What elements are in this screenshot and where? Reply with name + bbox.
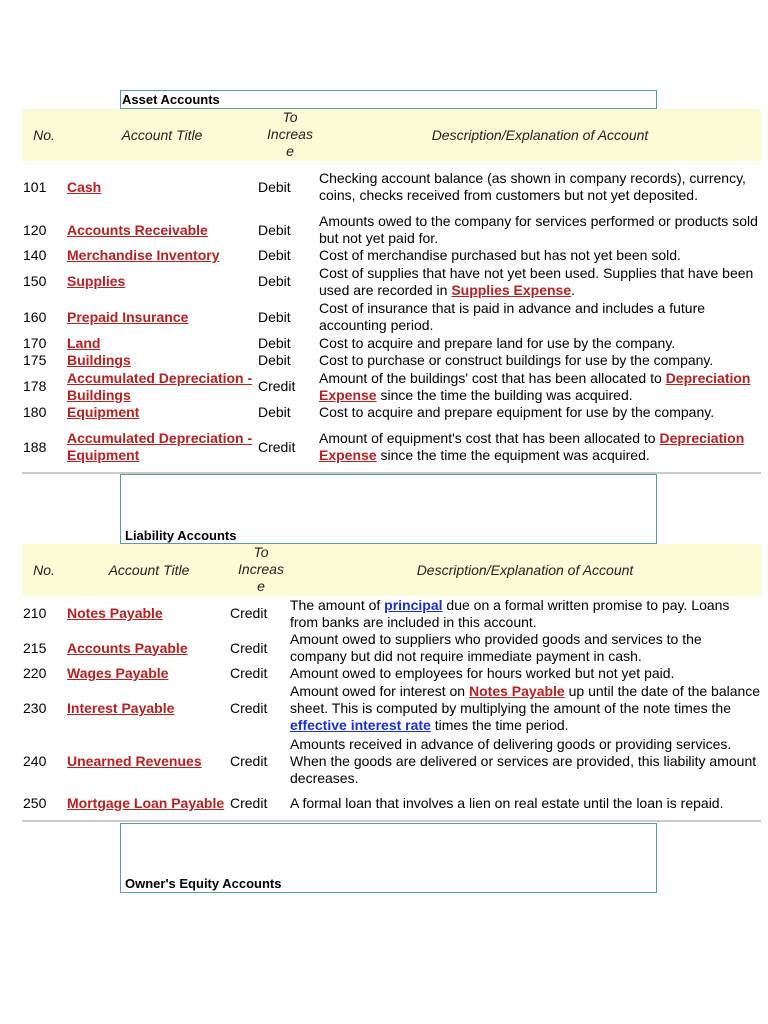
asset-account-row	[22, 247, 761, 264]
account-reference-link[interactable]: Depreciation Expense	[319, 430, 745, 463]
description-cell	[319, 264, 761, 299]
account-title-link[interactable]: Supplies	[67, 273, 126, 289]
account-title-cell	[67, 369, 257, 404]
description-cell	[319, 335, 761, 352]
account-title-cell	[67, 247, 257, 264]
description-cell	[290, 596, 761, 631]
account-title-link[interactable]: Notes Payable	[67, 605, 163, 621]
description-cell	[290, 735, 761, 787]
liability-account-row	[22, 682, 761, 735]
account-number: 170	[23, 335, 47, 351]
description-cell	[319, 421, 761, 473]
account-title-link[interactable]: Cash	[67, 178, 102, 195]
header-account-title: Account Title	[108, 562, 190, 578]
account-number: 250	[23, 795, 47, 811]
account-title-cell	[67, 264, 257, 299]
increase-side: Credit	[230, 605, 268, 621]
account-description: Amount of equipment's cost that has been allocated to Depreciation Expense since the time the equipment was acquired.	[319, 430, 745, 463]
account-title-link[interactable]: Equipment	[67, 404, 140, 420]
account-number: 150	[23, 273, 47, 289]
description-cell	[319, 247, 761, 264]
increase-side: Credit	[230, 795, 268, 811]
asset-account-row	[22, 299, 761, 335]
account-title-link[interactable]: Accumulated Depreciation - Buildings	[67, 369, 253, 403]
account-title-link[interactable]: Mortgage Loan Payable	[67, 795, 225, 811]
description-cell	[319, 213, 761, 247]
account-reference-link[interactable]: Supplies Expense	[451, 281, 572, 298]
account-number: 160	[23, 308, 47, 325]
account-title-link[interactable]: Accounts Payable	[67, 639, 188, 656]
account-description: Cost to purchase or construct buildings for use by the company.	[319, 352, 714, 368]
account-title-link[interactable]: Interest Payable	[67, 700, 175, 716]
account-title-link[interactable]: Accounts Receivable	[67, 221, 208, 238]
account-title-link[interactable]: Land	[67, 335, 101, 351]
asset-account-row	[22, 421, 761, 473]
increase-side: Debit	[258, 178, 291, 195]
description-cell	[319, 369, 761, 404]
account-description: Amounts received in advance of delivering goods or providing services. When the goods are delivered or services are provided, this liability amount decreases.	[290, 735, 757, 786]
increase-side: Credit	[230, 639, 268, 656]
account-title-cell	[67, 665, 227, 682]
asset-account-row	[22, 264, 761, 299]
account-description: Checking account balance (as shown in company records), currency, coins, checks received from customers but not yet deposited.	[319, 170, 746, 203]
account-reference-link[interactable]: Notes Payable	[469, 683, 565, 699]
asset-table-header	[22, 109, 761, 161]
glossary-term-link[interactable]: effective interest rate	[290, 717, 431, 733]
increase-side: Debit	[258, 273, 291, 289]
account-number: 230	[23, 700, 47, 716]
increase-side: Credit	[230, 665, 268, 681]
account-title-cell	[67, 335, 257, 352]
liability-account-row	[22, 787, 761, 820]
equity-section-title: Owner's Equity Accounts	[125, 876, 282, 891]
account-number: 140	[23, 247, 47, 263]
account-description: A formal loan that involves a lien on real estate until the loan is repaid.	[290, 795, 724, 811]
account-reference-link[interactable]: Depreciation Expense	[319, 369, 751, 403]
increase-side: Debit	[258, 404, 291, 420]
asset-account-row	[22, 213, 761, 247]
header-no: No.	[33, 127, 55, 143]
account-description: Amount owed to employees for hours worked but not yet paid.	[290, 665, 675, 681]
asset-account-row	[22, 369, 761, 404]
account-title-cell	[67, 213, 257, 247]
liability-table-header	[22, 544, 761, 596]
account-description: Cost to acquire and prepare land for use by the company.	[319, 335, 676, 351]
account-description: Amount owed to suppliers who provided goods and services to the company but did not require immediate payment in cash.	[290, 631, 702, 664]
liability-section-title: Liability Accounts	[125, 528, 237, 543]
account-title-cell	[67, 352, 257, 369]
account-number: 180	[23, 404, 47, 420]
account-title-link[interactable]: Unearned Revenues	[67, 752, 202, 769]
header-to-increase: To Increas e	[238, 544, 284, 594]
account-number: 120	[23, 221, 47, 238]
account-description: Amounts owed to the company for services performed or products sold but not yet paid for.	[319, 213, 758, 246]
account-description: Cost to acquire and prepare equipment for use by the company.	[319, 404, 715, 420]
liability-table-bottom-rule	[22, 820, 761, 822]
increase-side: Credit	[230, 752, 268, 769]
account-number: 220	[23, 665, 47, 681]
description-cell	[290, 631, 761, 665]
liability-account-row	[22, 596, 761, 631]
description-cell	[290, 787, 761, 820]
account-description: Cost of merchandise purchased but has not yet been sold.	[319, 247, 681, 263]
glossary-term-link[interactable]: principal	[384, 596, 443, 613]
increase-side: Debit	[258, 247, 291, 263]
account-title-cell	[67, 421, 257, 473]
account-description: Cost of supplies that have not yet been used. Supplies that have been used are recorded in Supplies Expense.	[319, 264, 754, 298]
liability-account-row	[22, 631, 761, 665]
asset-account-row	[22, 352, 761, 369]
account-title-cell	[67, 631, 227, 665]
description-cell	[319, 352, 761, 369]
increase-side: Credit	[230, 700, 268, 716]
header-account-title: Account Title	[121, 127, 203, 143]
liability-account-row	[22, 665, 761, 682]
account-number: 240	[23, 752, 47, 769]
account-number: 215	[23, 639, 47, 656]
account-number: 188	[23, 438, 47, 455]
description-cell	[319, 404, 761, 421]
liability-account-row	[22, 735, 761, 787]
account-title-cell	[67, 596, 227, 631]
account-number: 210	[23, 605, 47, 621]
description-cell	[290, 682, 761, 735]
account-description: Amount of the buildings' cost that has been allocated to Depreciation Expense since the time the building was acquired.	[319, 369, 751, 403]
header-description: Description/Explanation of Account	[416, 562, 634, 578]
account-title-link[interactable]: Merchandise Inventory	[67, 247, 220, 263]
account-description: Amount owed for interest on Notes Payable up until the date of the balance sheet. This is computed by multiplying the amount of the note times the effective interest rate times the time period.	[290, 683, 761, 733]
increase-side: Debit	[258, 308, 291, 325]
account-title-cell	[67, 161, 257, 213]
account-title-link[interactable]: Buildings	[67, 352, 131, 368]
description-cell	[290, 665, 761, 682]
account-title-cell	[67, 682, 227, 735]
increase-side: Debit	[258, 335, 291, 351]
account-number: 175	[23, 352, 47, 368]
asset-account-row	[22, 404, 761, 421]
account-title-cell	[67, 735, 227, 787]
account-description: Cost of insurance that is paid in advance and includes a future accounting period.	[319, 300, 706, 333]
account-title-link[interactable]: Accumulated Depreciation - Equipment	[67, 430, 253, 463]
account-title-link[interactable]: Wages Payable	[67, 665, 169, 681]
header-to-increase: To Increas e	[267, 109, 313, 159]
account-title-cell	[67, 299, 257, 335]
increase-side: Credit	[258, 378, 296, 394]
account-number: 101	[23, 178, 47, 195]
asset-section-title: Asset Accounts	[122, 92, 220, 107]
asset-account-row	[22, 335, 761, 352]
description-cell	[319, 299, 761, 335]
increase-side: Debit	[258, 221, 291, 238]
account-title-link[interactable]: Prepaid Insurance	[67, 308, 189, 325]
account-title-cell	[67, 404, 257, 421]
description-cell	[319, 161, 761, 213]
header-no: No.	[33, 562, 55, 578]
account-description: The amount of principal due on a formal written promise to pay. Loans from banks are included in this account.	[290, 596, 730, 630]
increase-side: Debit	[258, 352, 291, 368]
header-description: Description/Explanation of Account	[431, 127, 649, 143]
account-number: 178	[23, 378, 47, 394]
account-title-cell	[67, 787, 227, 820]
asset-account-row	[22, 161, 761, 213]
increase-side: Credit	[258, 438, 296, 455]
